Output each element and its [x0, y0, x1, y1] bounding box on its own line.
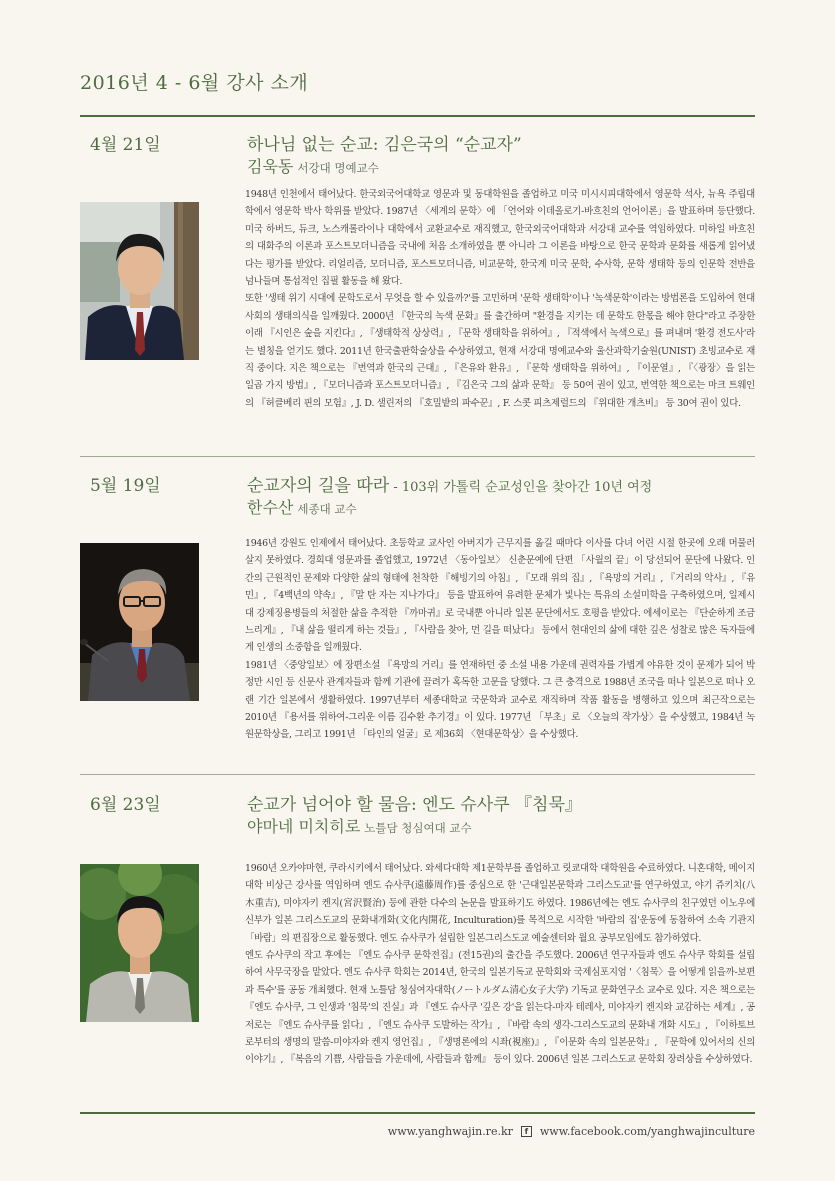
- bio-paragraph: 1946년 강원도 인제에서 태어났다. 초등학교 교사인 아버지가 근무지를 옮길 때마다 이사를 다녀 어린 시절 한곳에 오래 머물러 살지 못하였다. 경희대 영문과를 졸업했고, 1972년 〈동아일보〉 신춘문예에 단편 「사월의 끝」이 당선되어 문단에 나왔다. 인간의 근원적인 문제와 다양한 삶의 형태에 천착한 『해빙기의 아침』, 『모래 위의 집』, 『욕망의 거리』, 『거리의 악사』, 『유민』, 『4백년의 약속』, 『말 탄 자는 지나가다』 등을 발표하여 유려한 문체가 빛나는 특유의 소설미학을 구축하였으며, 일제시대 강제징용병들의 처절한 삶을 추적한 『까마귀』로 국내뿐 아니라 일본 문단에서도 호평을 받았다. 에세이로는 『단순하게 조금 느리게』, 『내 삶을 떨리게 하는 것들』, 『사람을 찾아, 먼 길을 떠났다』 등에서 현대인의 삶에 대한 깊은 성찰로 많은 독자들에게 인생의 소중함을 일깨웠다.: [245, 538, 755, 654]
- footer: [388, 1125, 755, 1138]
- lecture-subtitle: - 103위 가톨릭 순교성인을 찾아간 10년 여정: [389, 480, 653, 495]
- lecture-bio: [245, 535, 755, 744]
- lecture-date: 6월 23일: [90, 795, 161, 815]
- bio-paragraph: 1948년 인천에서 태어났다. 한국외국어대학교 영문과 및 동대학원을 졸업하고 미국 미시시피대학에서 영문학 석사, 뉴욕 주립대학에서 영문학 박사 학위를 받았다. 1987년 〈세계의 문학〉에 「언어와 이데올로기-바흐친의 언어이론」을 발표하며 등단했다. 미국 하버드, 듀크, 노스캐롤라이나 대학에서 교환교수로 재직했고, 한국외국어대학과 서강대 교수를 역임하였다. 미하일 바흐친의 대화주의 이론과 포스트모더니즘을 국내에 처음 소개하였을 뿐 아니라 그 이론을 바탕으로 한국 문학과 문화를 새롭게 읽어냈다는 평가를 받았다. 리얼리즘, 모더니즘, 포스트모더니즘, 비교문학, 한국계 미국 문학, 수사학, 문학 생태학 등의 인문학 전반을 넘나들며 통섭적인 집필 활동을 해 왔다.: [245, 189, 755, 288]
- speaker-photo: [80, 864, 199, 1022]
- top-divider: [80, 115, 755, 117]
- lecture-june: [80, 790, 755, 1100]
- speaker-affiliation: 노틀담 청심여대 교수: [364, 821, 472, 835]
- bio-paragraph: 또한 '생태 위기 시대에 문학도로서 무엇을 할 수 있을까?'를 고민하며 '문학 생태학'이나 '녹색문학'이라는 방법론을 도입하여 현대사회의 생태의식을 일깨웠다. 2000년 『한국의 녹색 문화』를 출간하며 "환경을 지키는 데 문학도 한몫을 해야 한다"라고 주장한 이래 『시인은 숲을 지킨다』, 『생태학적 상상력』, 『문학 생태학을 위하여』, 『적색에서 녹색으로』를 펴내며 '환경 전도사'라는 별칭을 얻기도 했다. 2011년 한국출판학술상을 수상하였고, 현재 서강대 명예교수와 울산과학기술원(UNIST) 초빙교수로 재직 중이다. 지은 책으로는 『번역과 한국의 근대』, 『은유와 환유』, 『문학 생태학을 위하여』, 『이문열』, 『〈광장〉을 읽는 일곱 가지 방법』, 『모더니즘과 포스트모더니즘』, 『김은국 그의 삶과 문학』 등 50여 권이 있고, 번역한 책으로는 마크 트웨인의 『허클베리 핀의 모험』, J. D. 샐린저의 『호밀밭의 파수꾼』, F. 스콧 피츠제럴드의 『위대한 개츠비』 등 30여 권이 있다.: [245, 293, 755, 409]
- facebook-link[interactable]: www.facebook.com/yanghwajinculture: [539, 1125, 755, 1138]
- lecture-title-text: 순교자의 길을 따라: [247, 476, 390, 496]
- lecture-date: 4월 21일: [90, 135, 161, 155]
- speaker-name: 김욱동: [247, 157, 294, 176]
- speaker-name: 야마네 미치히로: [247, 817, 361, 836]
- lecture-bio: [245, 186, 755, 412]
- speaker-affiliation: 세종대 교수: [297, 502, 357, 516]
- section-divider: [80, 456, 755, 457]
- speaker-name: 한수산: [247, 498, 294, 517]
- lecture-title: [247, 790, 582, 815]
- lecture-bio: [245, 860, 755, 1069]
- section-divider: [80, 774, 755, 775]
- facebook-icon: f: [521, 1126, 532, 1137]
- lecture-speaker: [247, 495, 357, 518]
- lecture-title-text: 하나님 없는 순교: 김은국의 “순교자”: [247, 135, 522, 155]
- bio-paragraph: 1981년 〈중앙일보〉에 장편소설 『욕망의 거리』를 연재하던 중 소설 내용 가운데 권력자를 가볍게 야유한 것이 문제가 되어 박정만 시인 등 신문사 관계자들과 함께 기관에 끌려가 혹독한 고문을 당했다. 그 큰 충격으로 1988년 조국을 떠나 일본으로 떠나 오랜 기간 일본에서 생활하였다. 1997년부터 세종대학교 국문학과 교수로 재직하며 작품 활동을 병행하고 있으며 최근작으로는 2010년 『용서를 위하여-그리운 이름 김수환 추기경』이 있다. 1977년 「부초」로 〈오늘의 작가상〉을 수상했고, 1984년 녹원문학상을, 그리고 1991년 「타인의 얼굴」로 제36회 〈현대문학상〉을 수상했다.: [245, 659, 755, 741]
- speaker-affiliation: 서강대 명예교수: [297, 161, 379, 175]
- lecture-title: [247, 130, 522, 155]
- bio-paragraph: 1960년 오카야마현, 쿠라시키에서 태어났다. 와세다대학 제1문학부를 졸업하고 릿쿄대학 대학원을 수료하였다. 니혼대학, 메이지대학 비상근 강사를 역임하며 엔도 슈사쿠(遠藤周作)를 중심으로 한 '근대일본문학과 그리스도교'를 연구하였고, 야기 쥬키치(八木重吉), 미야자키 켄지(宮沢賢治) 등에 관한 다수의 논문을 발표하기도 하였다. 1986년에는 엔도 슈사쿠의 친구였던 이노우에 신부가 일본 그리스도교의 문화내개화(文化内開花, Inculturation)를 목적으로 시작한 '바람의 집'운동에 동참하여 소속 기관지 「바람」의 편집장으로 활동했다. 엔도 슈사쿠가 설립한 일본그리스도교 예술센터와 월요 공부모임에도 참가하였다.: [245, 863, 755, 944]
- lecture-date: 5월 19일: [90, 476, 161, 496]
- lecture-title-text: 순교가 넘어야 할 물음: 엔도 슈사쿠 『침묵』: [247, 795, 582, 815]
- lecture-april: [80, 130, 755, 440]
- speaker-photo: [80, 202, 199, 360]
- website-link[interactable]: www.yanghwajin.re.kr: [387, 1125, 513, 1138]
- lecture-title: [247, 471, 652, 496]
- bottom-divider: [80, 1112, 755, 1114]
- page-title: 2016년 4 - 6월 강사 소개: [80, 72, 309, 94]
- lecture-speaker: [247, 154, 379, 177]
- lecture-may: [80, 471, 755, 771]
- bio-paragraph: 엔도 슈사쿠의 작고 후에는 『엔도 슈사쿠 문학전집』(전15권)의 출간을 주도했다. 2006년 연구자들과 엔도 슈사쿠 학회를 설립하여 사무국장을 맡았다. 엔도 슈사쿠 학회는 2014년, 한국의 일본기독교 문학회와 국제심포지엄 '〈침묵〉을 어떻게 읽을까-보편과 특수'를 공동 개최했다. 현재 노틀담 청심여자대학(ノートルダム清心女子大学) 기독교 문화연구소 교수로 있다. 지은 책으로는 『엔도 슈사쿠, 그 인생과 '침묵'의 진실』과 『엔도 슈사쿠 '깊은 강'을 읽는다-마자 테레사, 미야자키 켄지와 교감하는 세계』, 공저로는 『엔도 슈사쿠를 읽다』, 『엔도 슈사쿠 도발하는 작가』, 『바람 속의 생각-그리스도교의 문화내 개화 시도』, 『이하토브로부터의 생명의 말씀-미야자와 켄지 영언집』, 『생명론에의 시좌(視座)』, 『이문화 속의 일본문학』, 『문학에 있어서의 신의 이야기』, 『복음의 기쁨, 사람들을 가운데에, 사람들과 함께』 등이 있다. 2006년 일본 그리스도교 문학회 장려상을 수상하였다.: [245, 950, 756, 1066]
- lecture-speaker: [247, 814, 472, 837]
- speaker-photo: [80, 543, 199, 701]
